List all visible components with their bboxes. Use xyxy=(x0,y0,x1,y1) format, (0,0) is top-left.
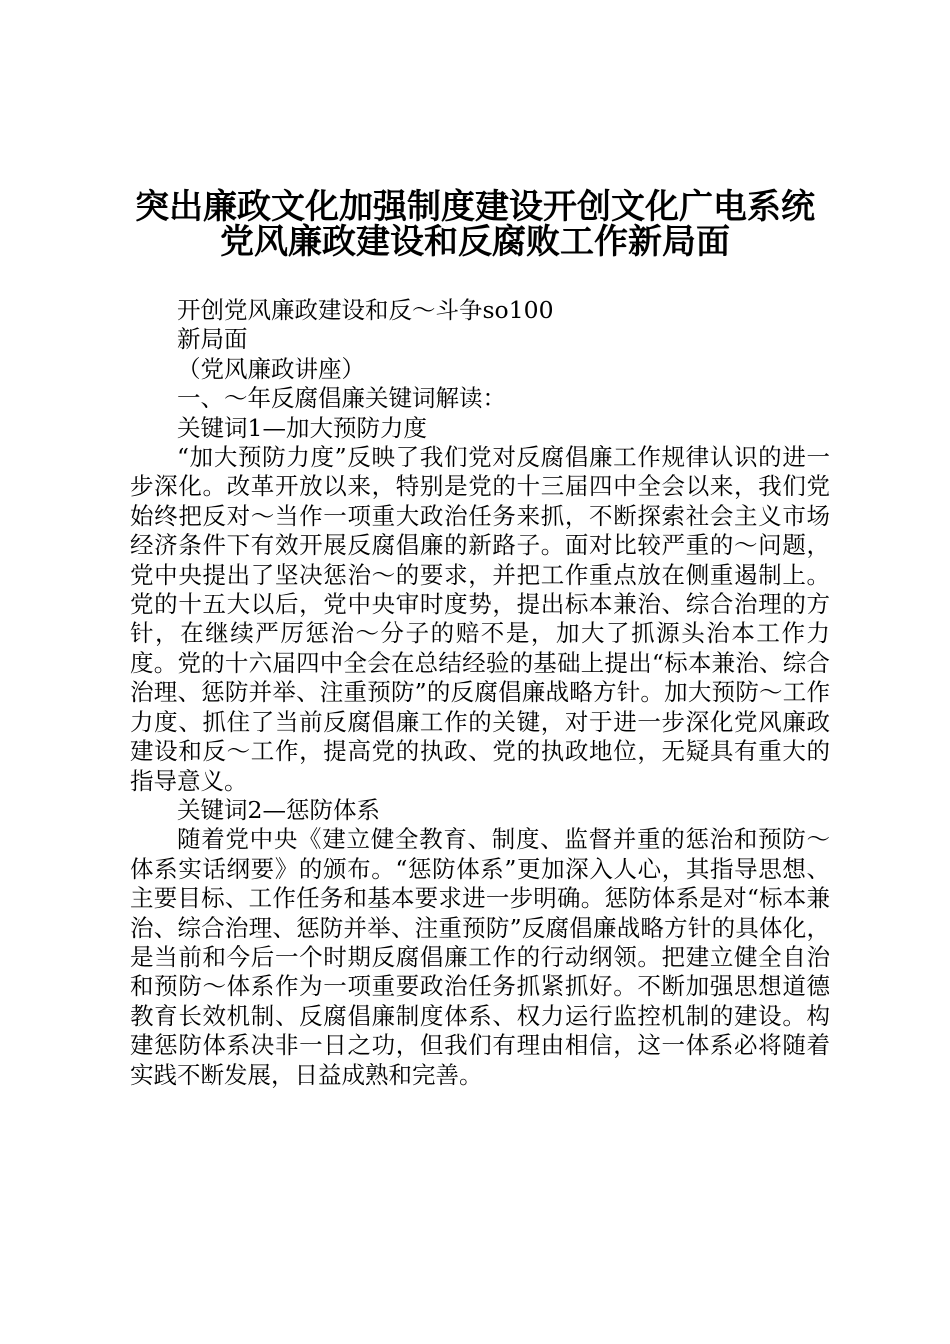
lecture-note: （党风廉政讲座） xyxy=(177,354,365,383)
document-title-line-2: 党风廉政建设和反腐败工作新局面 xyxy=(220,222,730,262)
subtitle-line-1: 开创党风廉政建设和反～斗争so100 xyxy=(177,296,554,324)
document-title-line-1: 突出廉政文化加强制度建设开创文化广电系统 xyxy=(135,187,815,227)
keyword-2-paragraph: 随着党中央《建立健全教育、制度、监督并重的惩治和预防～体系实话纲要》的颁布。“惩防体系”更加深入人心，其指导思想、主要目标、工作任务和基本要求进一步明确。惩防体系是对“标本兼治、综合治理、惩防并举、注重预防”反腐倡廉战略方针的具体化，是当前和今后一个时期反腐倡廉工作的行动纲领。把建立健全自治和预防～体系作为一项重要政治任务抓紧抓好。不断加强思想道德教育长效机制、反腐倡廉制度体系、权力运行监控机制的建设。构建惩防体系决非一日之功，但我们有理由相信，这一体系必将随着实践不断发展，日益成熟和完善。 xyxy=(130,825,830,1089)
document-body xyxy=(130,296,830,1090)
subtitle-line-2: 新局面 xyxy=(177,325,248,354)
keyword-1-heading: 关键词1—加大预防力度 xyxy=(177,413,427,442)
keyword-2-heading: 关键词2—惩防体系 xyxy=(177,795,380,824)
keyword-1-paragraph: “加大预防力度”反映了我们党对反腐倡廉工作规律认识的进一步深化。改革开放以来，特别是党的十三届四中全会以来，我们党始终把反对～当作一项重大政治任务来抓，不断探索社会主义市场经济条件下有效开展反腐倡廉的新路子。面对比较严重的～问题，党中央提出了坚决惩治～的要求，并把工作重点放在侧重遏制上。党的十五大以后，党中央审时度势，提出标本兼治、综合治理的方针，在继续严厉惩治～分子的赔不是，加大了抓源头治本工作力度。党的十六届四中全会在总结经验的基础上提出“标本兼治、综合治理、惩防并举、注重预防”的反腐倡廉战略方针。加大预防～工作力度、抓住了当前反腐倡廉工作的关键，对于进一步深化党风廉政建设和反～工作，提高党的执政、党的执政地位，无疑具有重大的指导意义。 xyxy=(130,443,830,795)
section-heading: 一、～年反腐倡廉关键词解读： xyxy=(177,384,506,413)
